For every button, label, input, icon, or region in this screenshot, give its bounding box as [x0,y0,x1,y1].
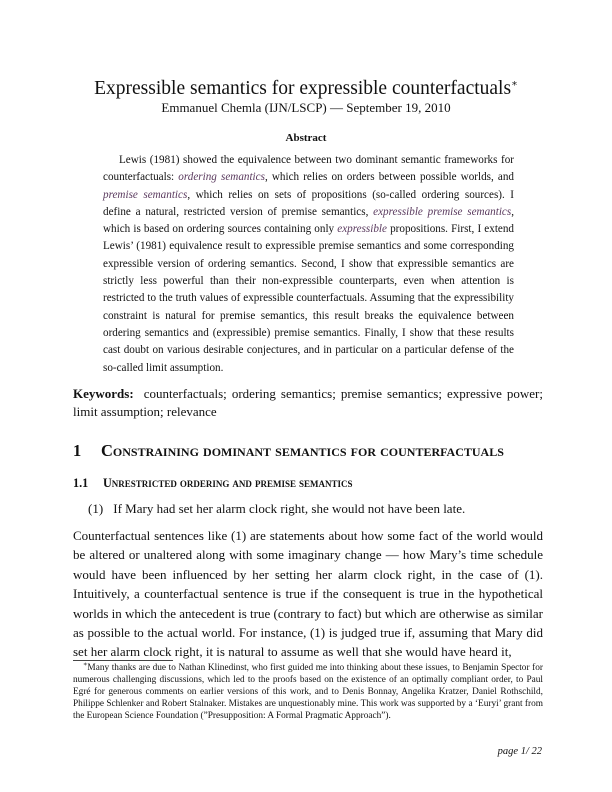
abstract-body [103,152,514,377]
abstract-text-5: propositions. First, I extend Lewis’ (1981) equivalence result to expressible premise semantics and some corresponding expressible version of ordering semantics. Second, I show that expressible semantics are strictly less powerful than their non-expressible counterparts, even when attention is restricted to the truth values of expressible counterfactuals. Assuming that the expressibility constraint is natural for premise semantics, this result breaks the equivalence between ordering semantics and (expressible) premise semantics. Finally, I show that these results cast doubt on various desirable conjectures, and in particular on a particular defense of the so-called limit assumption. [103,223,514,374]
author-byline: Emmanuel Chemla (IJN/LSCP) — September 19, 2010 [161,100,451,115]
abstract-text-4: , which is based on ordering sources containing only [103,205,514,236]
footnote-mark: ∗ [83,660,88,668]
abstract-heading: Abstract [285,132,327,144]
abstract-text-1: Lewis (1981) showed the equivalence between two dominant semantic frameworks for counterfactuals: [103,154,514,184]
section-1-title: Constraining dominant semantics for counterfactuals [101,441,504,460]
footnote-rule [73,660,173,661]
abstract-text-3: , which relies on sets of propositions (so-called ordering sources). I define a natural, restricted version of premise semantics, [103,188,514,218]
example-1-number: (1) [88,501,104,516]
term-expressible: expressible [337,223,387,236]
section-1-1-heading [73,475,543,491]
section-1-1-title: Unrestricted ordering and premise semantics [103,476,353,490]
footnote-text: Many thanks are due to Nathan Klinedinst, who first guided me into thinking about these issues, to Benjamin Spector for numerous challenging discussions, which led to the proofs based on the existence of an optimally compliant order, to Paul Egré for generous comments on earlier versions of this work, and to Denis Bonnay, Angelika Kratzer, Daniel Rothschild, Philippe Schlenker and Robert Stalnaker. Mistakes are unquestionably mine. This work was supported by a ‘Euryi’ grant from the European Science Foundation (”Presupposition: A Formal Pragmatic Approach”). [73,663,543,721]
body-paragraph-1: Counterfactual sentences like (1) are statements about how some fact of the world would be altered or unaltered along with some imaginary change — how Mary’s time schedule would have been influenced by her setting her alarm clock right, in the case of (1). Intuitively, a counterfactual sentence is true if the consequent is true in the hypothetical worlds in which the antecedent is true (contrary to fact) but which are otherwise as similar as possible to the actual world. For instance, (1) is judged true if, assuming that Mary did set her alarm clock right, it is natural to assume as well that she would have heard it, [73,528,543,660]
keywords-line [73,385,543,421]
term-ordering-semantics: ordering semantics [178,171,265,184]
footnote [73,662,543,722]
keywords-text: counterfactuals; ordering semantics; premise semantics; expressive power; limit assumption; relevance [73,386,543,419]
example-1-text: If Mary had set her alarm clock right, she would not have been late. [113,501,466,516]
example-1 [88,500,543,518]
term-expressible-premise-semantics: expressible premise semantics [373,205,512,218]
abstract-text-2: , which relies on orders between possible worlds, and [264,171,514,184]
keywords-label: Keywords: [73,386,134,401]
paper-title-text: Expressible semantics for expressible counterfactuals [94,78,512,99]
section-1-number: 1 [73,441,82,460]
section-1-heading [73,441,543,461]
title-footnote-mark: ∗ [511,78,518,90]
page-number: page 1/ 22 [497,746,542,757]
section-1-1-number: 1.1 [73,476,89,490]
term-premise-semantics: premise semantics [103,188,188,201]
body-text [73,526,543,662]
paper-title [0,78,612,100]
